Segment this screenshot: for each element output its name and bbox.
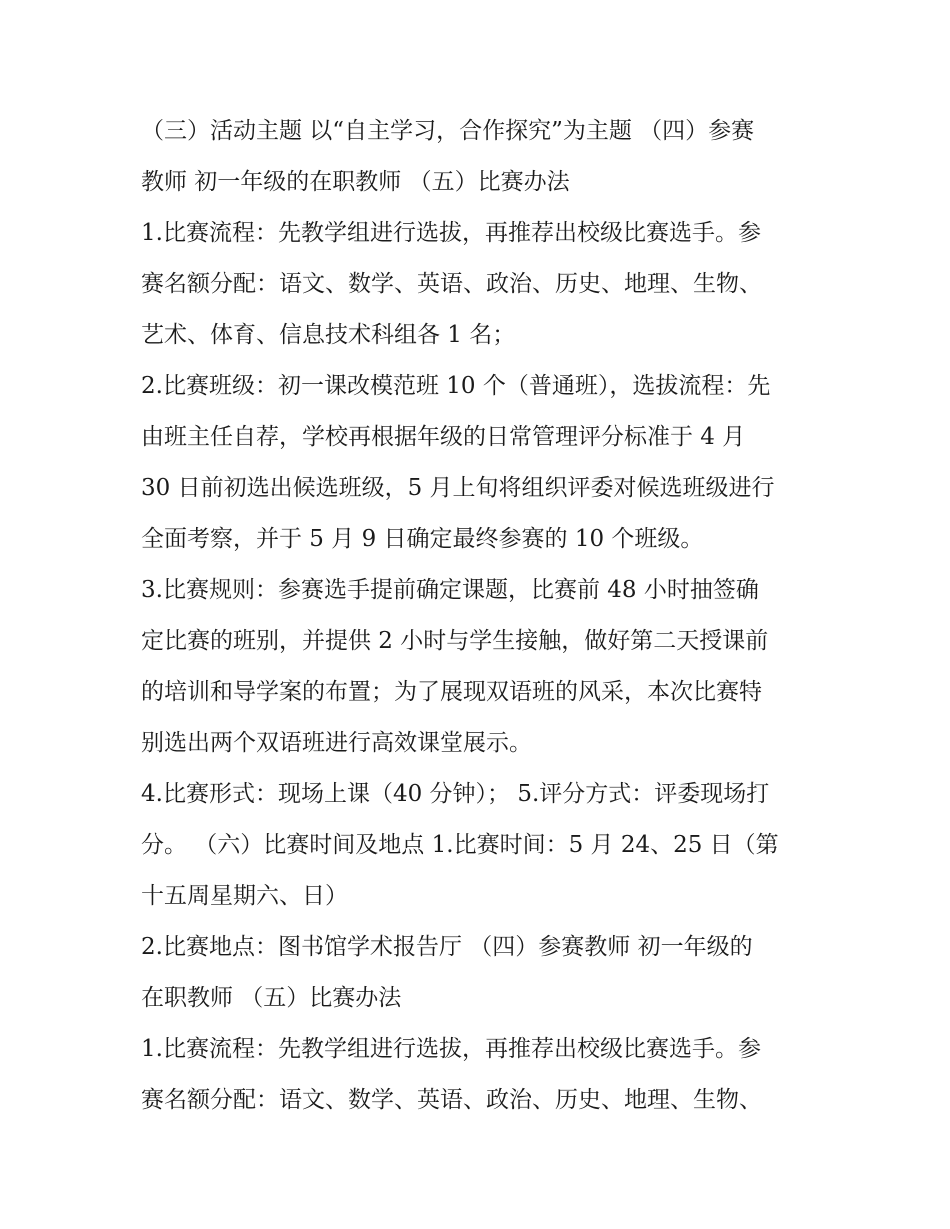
document-body	[141, 106, 821, 1126]
text-line: 赛名额分配：语文、数学、英语、政治、历史、地理、生物、	[141, 1087, 762, 1113]
text-line: 4.比赛形式：现场上课（40 分钟）； 5.评分方式：评委现场打	[141, 781, 770, 807]
text-line: 3.比赛规则：参赛选手提前确定课题，比赛前 48 小时抽签确	[141, 577, 759, 603]
text-line: 教师 初一年级的在职教师 （五）比赛办法	[141, 169, 570, 195]
text-line: 1.比赛流程：先教学组进行选拔，再推荐出校级比赛选手。参	[141, 220, 761, 246]
text-line: 分。 （六）比赛时间及地点 1.比赛时间：5 月 24、25 日（第	[141, 832, 779, 858]
text-line: 全面考察，并于 5 月 9 日确定最终参赛的 10 个班级。	[141, 526, 704, 552]
text-line: 2.比赛班级：初一课改模范班 10 个（普通班），选拔流程：先	[141, 373, 771, 399]
text-line: 在职教师 （五）比赛办法	[141, 985, 402, 1011]
text-line: 的培训和导学案的布置；为了展现双语班的风采，本次比赛特	[141, 679, 762, 705]
text-line: 别选出两个双语班进行高效课堂展示。	[141, 730, 532, 756]
text-line: 定比赛的班别，并提供 2 小时与学生接触，做好第二天授课前	[141, 628, 769, 654]
text-line: 赛名额分配：语文、数学、英语、政治、历史、地理、生物、	[141, 271, 762, 297]
text-line: 十五周星期六、日）	[141, 883, 348, 909]
text-line: 2.比赛地点：图书馆学术报告厅 （四）参赛教师 初一年级的	[141, 934, 753, 960]
text-line: 由班主任自荐，学校再根据年级的日常管理评分标准于 4 月	[141, 424, 746, 450]
text-line: 1.比赛流程：先教学组进行选拔，再推荐出校级比赛选手。参	[141, 1036, 761, 1062]
text-line: 30 日前初选出候选班级，5 月上旬将组织评委对候选班级进行	[141, 475, 775, 501]
text-line: （三）活动主题 以“自主学习，合作探究”为主题 （四）参赛	[141, 118, 755, 144]
text-line: 艺术、体育、信息技术科组各 1 名；	[141, 322, 516, 348]
